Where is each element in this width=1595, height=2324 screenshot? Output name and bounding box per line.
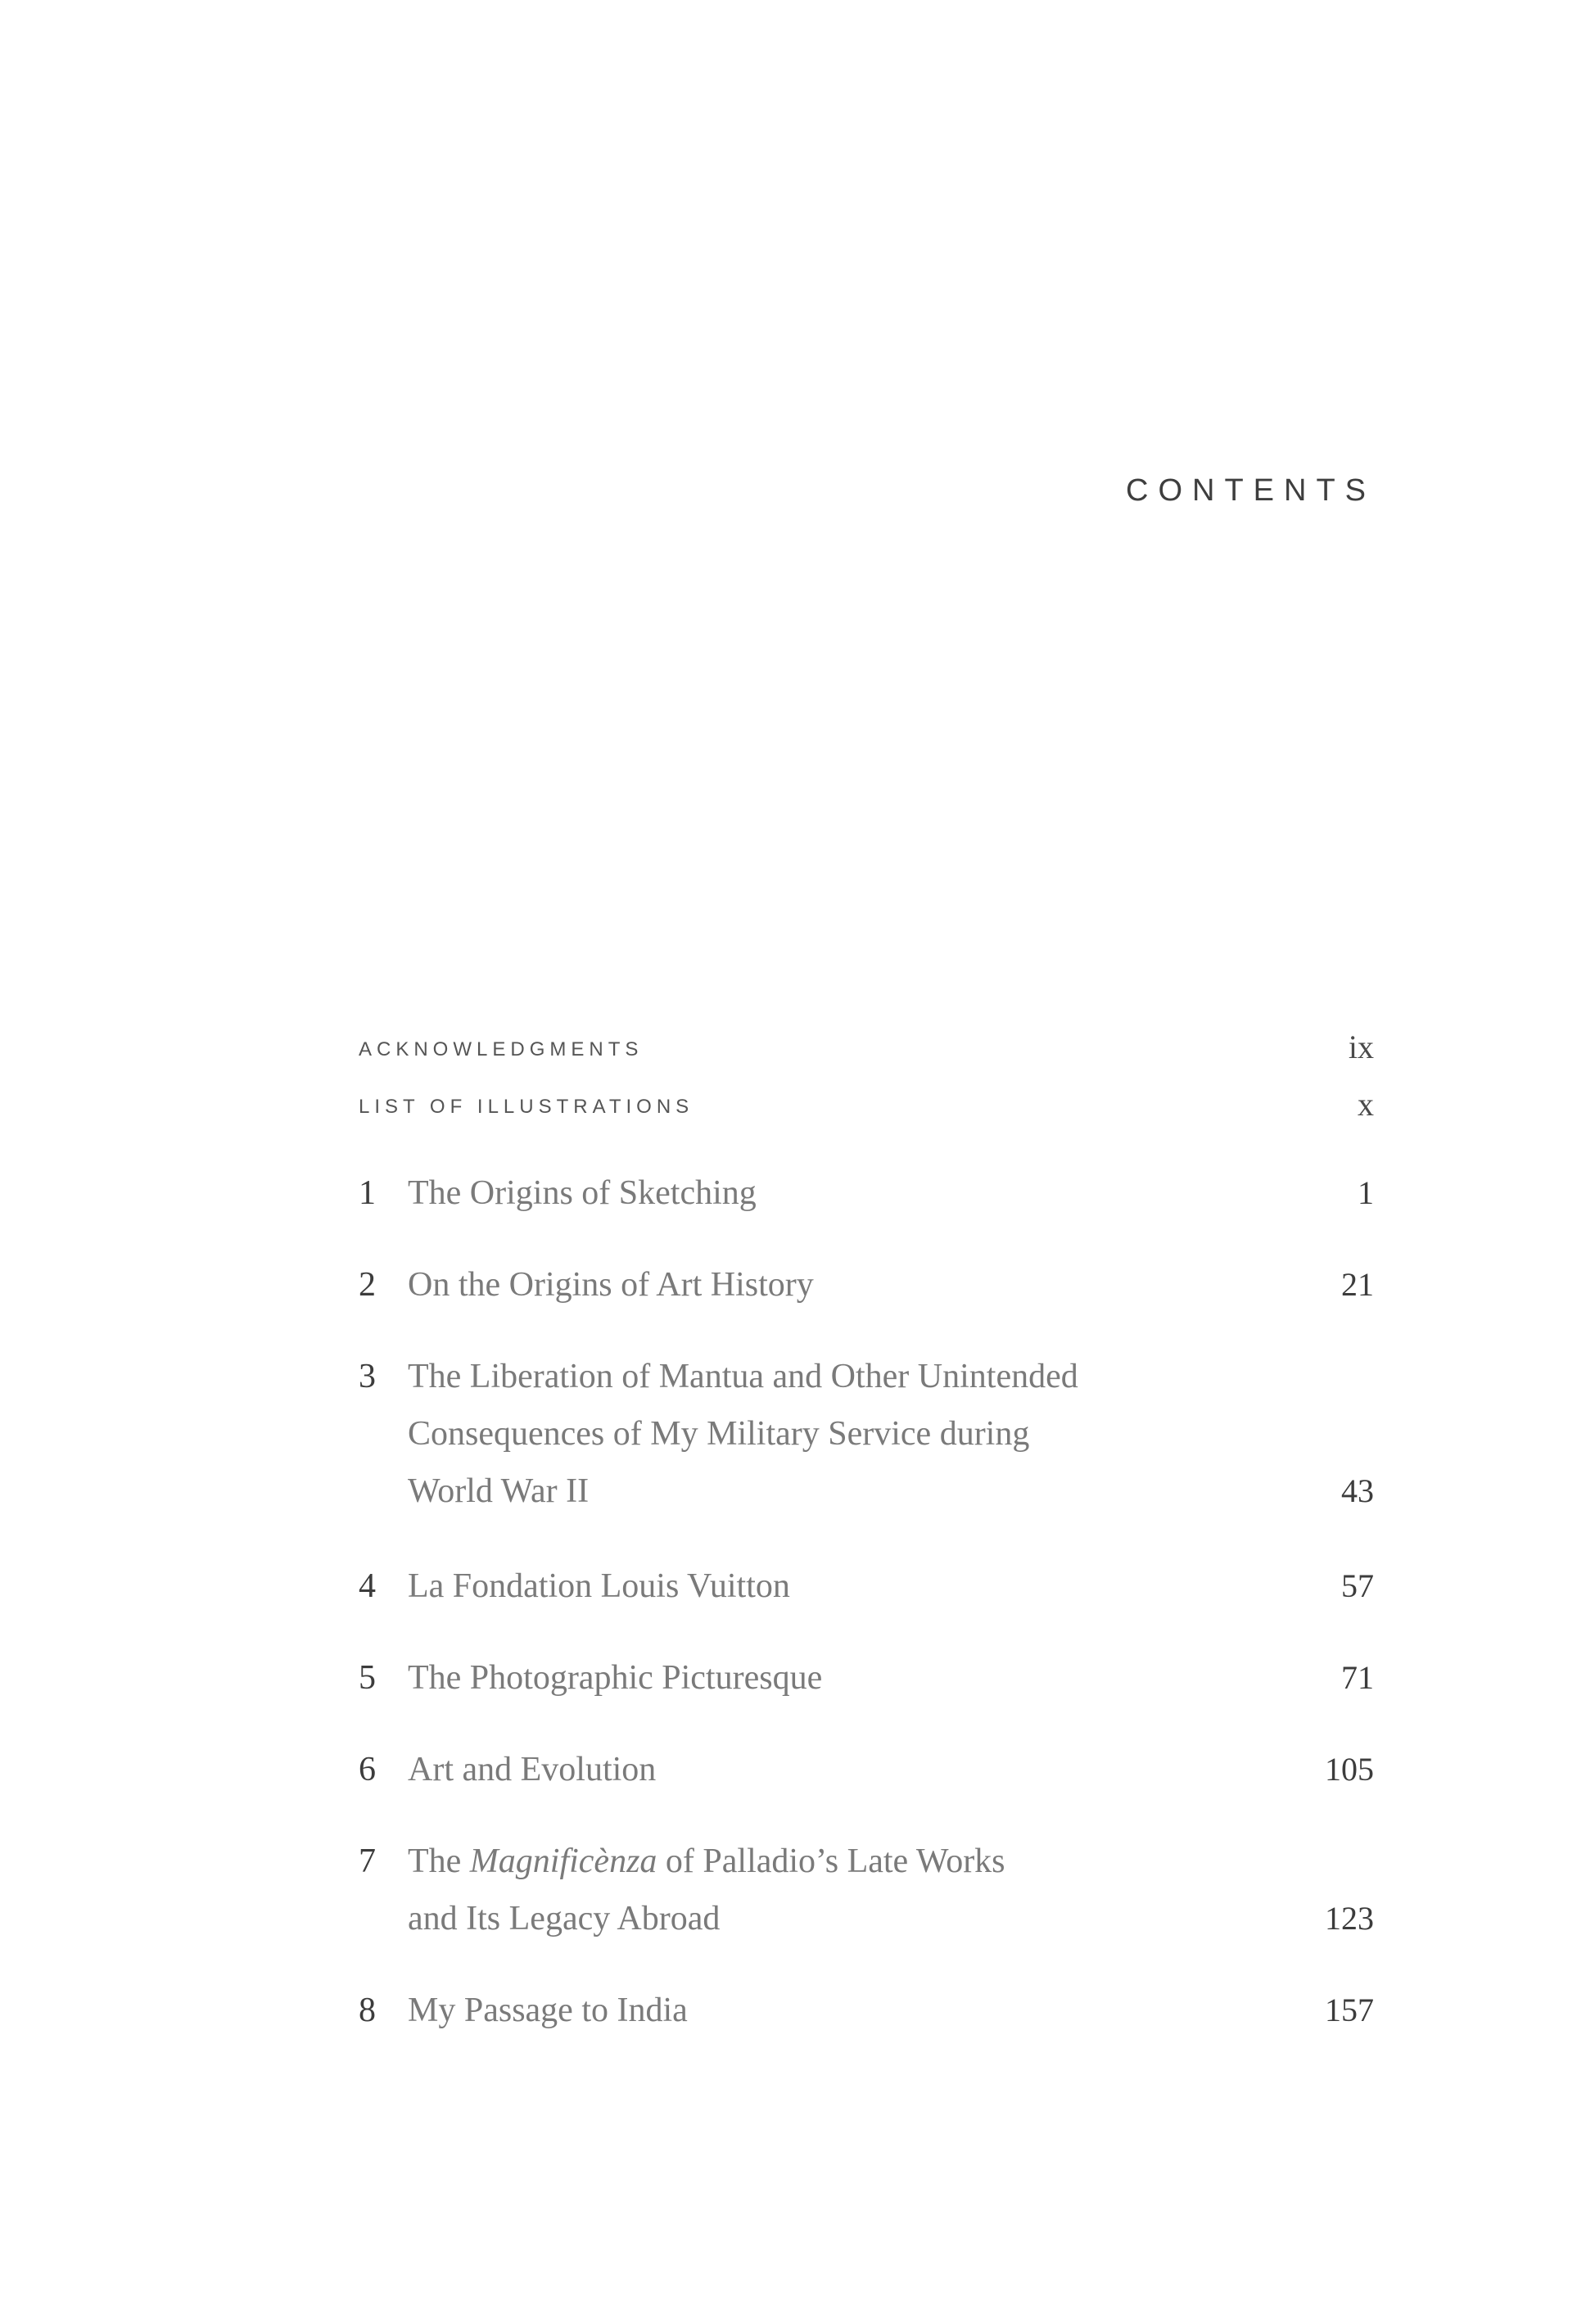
chapter-title-text: The [408, 1842, 470, 1880]
chapter-number: 8 [359, 1992, 376, 2029]
chapter-title-line [408, 1833, 1194, 1890]
toc-label: LIST OF ILLUSTRATIONS [359, 1096, 694, 1118]
chapter-number: 7 [359, 1842, 376, 1880]
page-title: CONTENTS [1126, 473, 1376, 508]
chapter-title-line: The Origins of Sketching [408, 1174, 757, 1212]
chapter-title-line: World War II [408, 1472, 590, 1510]
chapter-page-number: 43 [1341, 1472, 1374, 1509]
chapter-number: 2 [359, 1266, 376, 1304]
chapter-title [408, 1741, 1194, 1798]
toc-chapter-2[interactable] [359, 1256, 1374, 1313]
toc-row-list-of-illustrations[interactable] [359, 1081, 1374, 1130]
chapter-title [408, 1256, 1194, 1313]
chapter-page-number: 71 [1341, 1659, 1374, 1696]
toc-chapter-1[interactable] [359, 1164, 1374, 1222]
chapter-title-line: On the Origins of Art History [408, 1266, 814, 1304]
chapter-page-number: 21 [1341, 1266, 1374, 1303]
toc-page-number: ix [1348, 1029, 1374, 1065]
toc-chapter-3[interactable] [359, 1348, 1374, 1520]
toc-chapter-4[interactable] [359, 1558, 1374, 1615]
toc-label: ACKNOWLEDGMENTS [359, 1038, 644, 1060]
chapter-number: 4 [359, 1567, 376, 1605]
chapter-number: 6 [359, 1751, 376, 1788]
toc-chapter-7[interactable] [359, 1833, 1374, 1947]
chapter-page-number: 57 [1341, 1567, 1374, 1604]
chapter-title [408, 1649, 1194, 1707]
toc-chapter-5[interactable] [359, 1649, 1374, 1707]
chapter-title [408, 1348, 1194, 1520]
chapter-page-number: 1 [1358, 1174, 1374, 1211]
chapter-title [408, 1833, 1194, 1947]
chapter-title-line: and Its Legacy Abroad [408, 1900, 721, 1937]
chapter-title [408, 1558, 1194, 1615]
toc-chapter-6[interactable] [359, 1741, 1374, 1798]
chapter-title-line: Consequences of My Military Service during [408, 1415, 1030, 1453]
chapter-title-line: Art and Evolution [408, 1751, 657, 1788]
chapter-title-line: La Fondation Louis Vuitton [408, 1567, 790, 1605]
chapter-page-number: 123 [1325, 1900, 1374, 1937]
chapter-title [408, 1982, 1194, 2039]
chapter-page-number: 105 [1325, 1751, 1374, 1788]
chapter-title-italic: Magnificènza [469, 1842, 657, 1880]
toc-page-number: x [1358, 1086, 1374, 1123]
chapter-title-line: My Passage to India [408, 1992, 688, 2029]
chapter-title-line: The Photographic Picturesque [408, 1659, 823, 1697]
chapter-number: 1 [359, 1174, 376, 1212]
chapter-title-line: The Liberation of Mantua and Other Unintended [408, 1358, 1078, 1395]
chapter-page-number: 157 [1325, 1992, 1374, 2028]
chapter-title [408, 1164, 1194, 1222]
toc-row-acknowledgments[interactable] [359, 1024, 1374, 1073]
chapter-number: 3 [359, 1358, 376, 1395]
chapter-number: 5 [359, 1659, 376, 1697]
chapter-title-text: of Palladio’s Late Works [657, 1842, 1005, 1880]
toc-chapter-8[interactable] [359, 1982, 1374, 2039]
